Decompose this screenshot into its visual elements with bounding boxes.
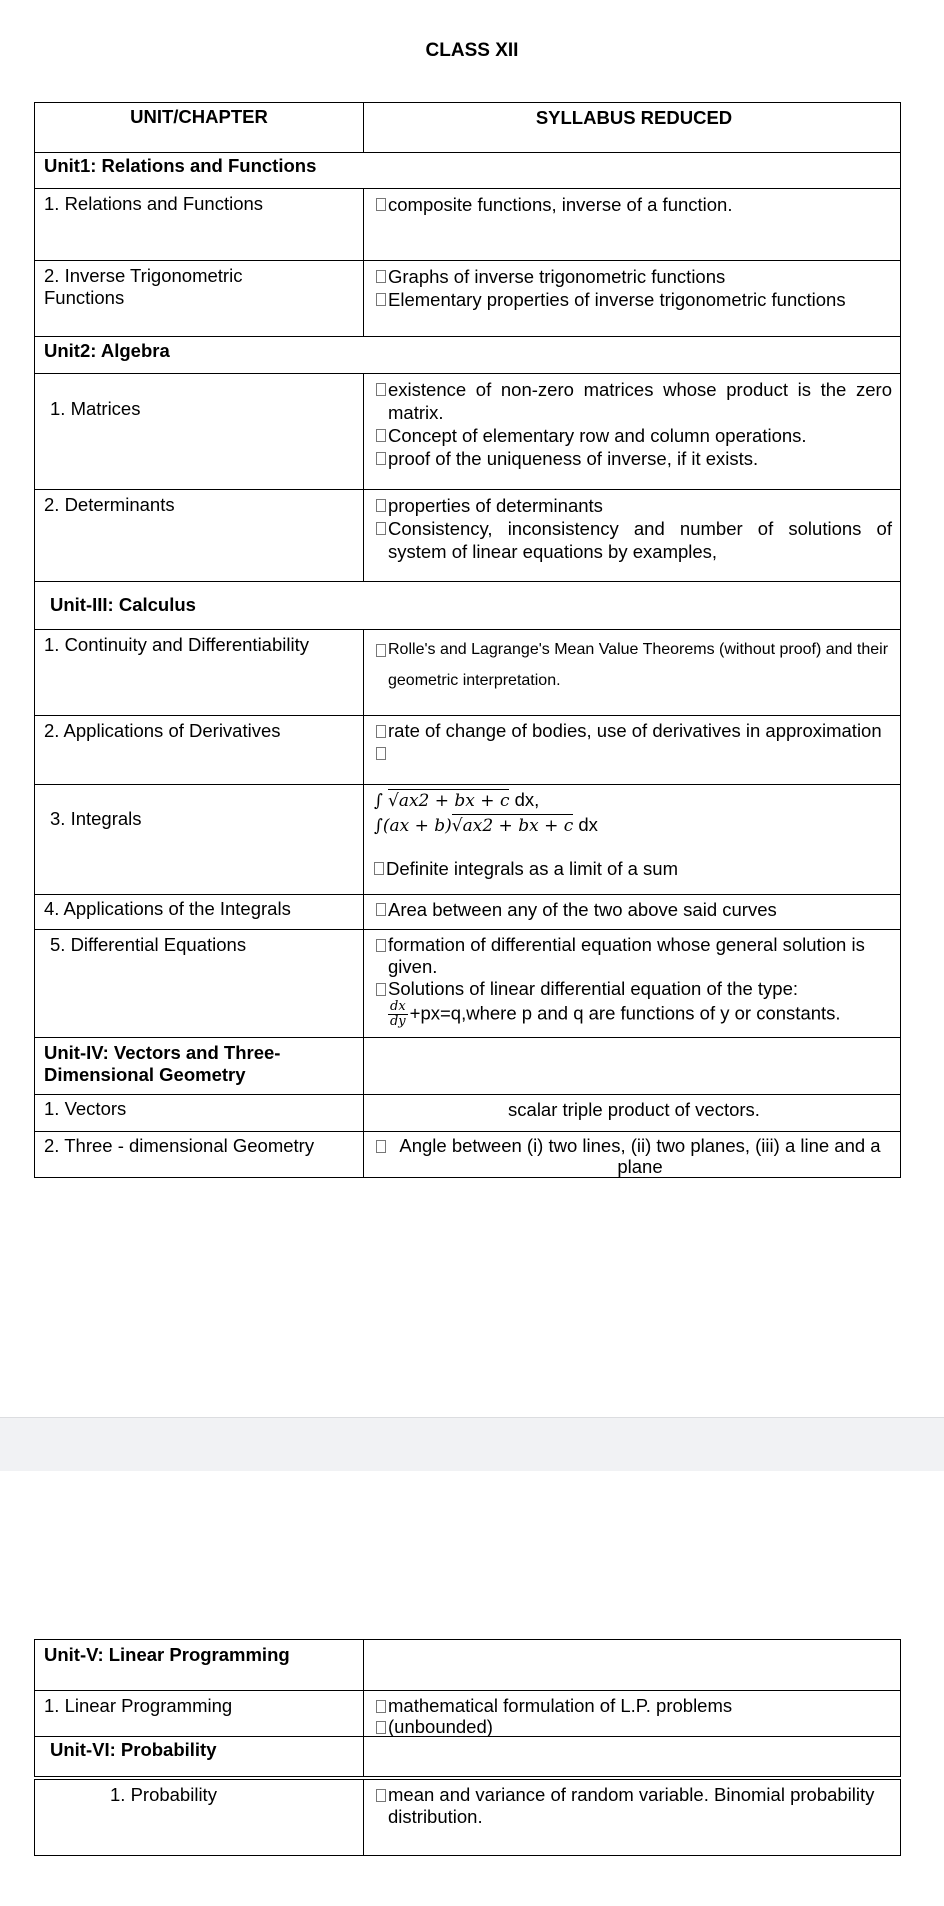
chapter-name: 1. Vectors bbox=[35, 1095, 364, 1131]
chapter-name: 4. Applications of the Integrals bbox=[35, 895, 364, 929]
syllabus-cell bbox=[364, 261, 900, 336]
page-break-gap bbox=[0, 1417, 944, 1472]
checkbox-glyph-icon bbox=[374, 862, 384, 875]
table-row bbox=[34, 630, 901, 716]
list-item: composite functions, inverse of a function. bbox=[376, 193, 892, 216]
table-row bbox=[34, 895, 901, 930]
checkbox-glyph-icon bbox=[376, 644, 386, 657]
checkbox-glyph-icon bbox=[376, 1721, 386, 1734]
unit-row bbox=[34, 337, 901, 374]
list-item: Angle between (i) two lines, (ii) two planes, (iii) a line and a plane bbox=[376, 1135, 892, 1177]
list-item: mathematical formulation of L.P. problems bbox=[376, 1695, 892, 1716]
syllabus-cell bbox=[364, 189, 900, 260]
table-header-row bbox=[34, 102, 901, 153]
syllabus-cell bbox=[364, 1132, 900, 1177]
table-row bbox=[34, 1779, 901, 1856]
header-unit-chapter: UNIT/CHAPTER bbox=[35, 103, 364, 152]
table-row bbox=[34, 785, 901, 895]
chapter-name: 2. Three - dimensional Geometry bbox=[35, 1132, 364, 1177]
unit-row bbox=[34, 1038, 901, 1095]
checkbox-glyph-icon bbox=[376, 747, 386, 760]
unit-row bbox=[34, 1737, 901, 1777]
syllabus-cell bbox=[364, 490, 900, 581]
checkbox-glyph-icon bbox=[376, 1700, 386, 1713]
checkbox-glyph-icon bbox=[376, 270, 386, 283]
header-syllabus-reduced: SYLLABUS REDUCED bbox=[535, 107, 733, 128]
syllabus-cell bbox=[364, 630, 900, 715]
list-item: Area between any of the two above said curves bbox=[376, 898, 892, 921]
list-item: Concept of elementary row and column operations. bbox=[376, 424, 892, 447]
chapter-name: 2. Inverse Trigonometric Functions bbox=[35, 261, 364, 336]
checkbox-glyph-icon bbox=[376, 522, 386, 535]
checkbox-glyph-icon bbox=[376, 939, 386, 952]
unit6-title: Unit-VI: Probability bbox=[35, 1737, 364, 1776]
list-item: formation of differential equation whose general solution is given. bbox=[376, 934, 892, 978]
page-title: CLASS XII bbox=[425, 40, 519, 61]
checkbox-glyph-icon bbox=[376, 983, 386, 996]
checkbox-glyph-icon bbox=[376, 452, 386, 465]
chapter-name: 2. Applications of Derivatives bbox=[35, 716, 364, 784]
list-item: Consistency, inconsistency and number of solutions of system of linear equations by examples, bbox=[376, 517, 892, 563]
list-item: rate of change of bodies, use of derivatives in approximation bbox=[376, 720, 892, 742]
chapter-name: 2. Determinants bbox=[35, 490, 364, 581]
table-row bbox=[34, 1132, 901, 1178]
unit2-title: Unit2: Algebra bbox=[44, 340, 170, 361]
unit1-title: Unit1: Relations and Functions bbox=[44, 155, 317, 176]
table-row bbox=[34, 1691, 901, 1737]
chapter-name: 1. Continuity and Differentiability bbox=[35, 630, 364, 715]
syllabus-cell bbox=[364, 895, 900, 929]
checkbox-glyph-icon bbox=[376, 725, 386, 738]
syllabus-cell bbox=[364, 1780, 900, 1855]
list-item: proof of the uniqueness of inverse, if it exists. bbox=[376, 447, 892, 470]
table-row bbox=[34, 490, 901, 582]
checkbox-glyph-icon bbox=[376, 383, 386, 396]
checkbox-glyph-icon bbox=[376, 293, 386, 306]
table-row bbox=[34, 716, 901, 785]
unit-row bbox=[34, 582, 901, 630]
list-item: $\frac{dx}{dy}$ +px=q,where p and q are functions of y or constants. bbox=[389, 999, 841, 1029]
syllabus-cell bbox=[364, 785, 900, 894]
integral-formula-2: ∫(ax + b)√ax2 + bx + c dx bbox=[374, 814, 598, 836]
checkbox-glyph-icon bbox=[376, 198, 386, 211]
table-row bbox=[34, 261, 901, 337]
unit4-title: Unit-IV: Vectors and Three-Dimensional Geometry bbox=[35, 1038, 364, 1094]
checkbox-glyph-icon bbox=[376, 499, 386, 512]
list-item: Definite integrals as a limit of a sum bbox=[374, 857, 892, 880]
list-item: existence of non-zero matrices whose product is the zero matrix. bbox=[376, 378, 892, 424]
syllabus-cell bbox=[364, 716, 900, 784]
chapter-name: 1. Probability bbox=[35, 1780, 364, 1855]
syllabus-cell bbox=[364, 1691, 900, 1736]
chapter-name: 1. Linear Programming bbox=[35, 1691, 364, 1736]
list-item: Elementary properties of inverse trigonometric functions bbox=[376, 288, 892, 311]
integral-formula-1: ∫ √ax2 + bx + c dx, bbox=[374, 789, 540, 811]
checkbox-glyph-icon bbox=[376, 429, 386, 442]
chapter-name: 1. Relations and Functions bbox=[35, 189, 364, 260]
table-row bbox=[34, 189, 901, 261]
list-item: Rolle's and Lagrange's Mean Value Theorems (without proof) and their geometric interpretation. bbox=[376, 634, 892, 696]
chapter-name: 5. Differential Equations bbox=[35, 930, 364, 1037]
unit-row bbox=[34, 1639, 901, 1691]
syllabus-cell bbox=[364, 374, 900, 489]
checkbox-glyph-icon bbox=[376, 903, 386, 916]
syllabus-cell: scalar triple product of vectors. bbox=[508, 1099, 760, 1120]
unit-row bbox=[34, 153, 901, 189]
table-row bbox=[34, 374, 901, 490]
table-row bbox=[34, 930, 901, 1038]
unit5-title: Unit-V: Linear Programming bbox=[35, 1640, 364, 1690]
checkbox-glyph-icon bbox=[376, 1140, 386, 1153]
checkbox-glyph-icon bbox=[376, 1789, 386, 1802]
unit3-title: Unit-III: Calculus bbox=[50, 594, 196, 615]
document-page-2 bbox=[0, 1471, 944, 1906]
table-row bbox=[34, 1095, 901, 1132]
chapter-name: 1. Matrices bbox=[35, 374, 364, 489]
list-item: mean and variance of random variable. Binomial probability distribution. bbox=[376, 1784, 892, 1828]
dx-dy-fraction: $\frac{dx}{dy}$ bbox=[389, 999, 406, 1029]
syllabus-cell bbox=[364, 930, 900, 1037]
list-item: properties of determinants bbox=[376, 494, 892, 517]
list-item: Graphs of inverse trigonometric functions bbox=[376, 265, 892, 288]
chapter-name: 3. Integrals bbox=[35, 785, 364, 894]
list-item: Solutions of linear differential equation of the type: bbox=[376, 978, 892, 1000]
list-item: (unbounded) bbox=[376, 1716, 892, 1737]
